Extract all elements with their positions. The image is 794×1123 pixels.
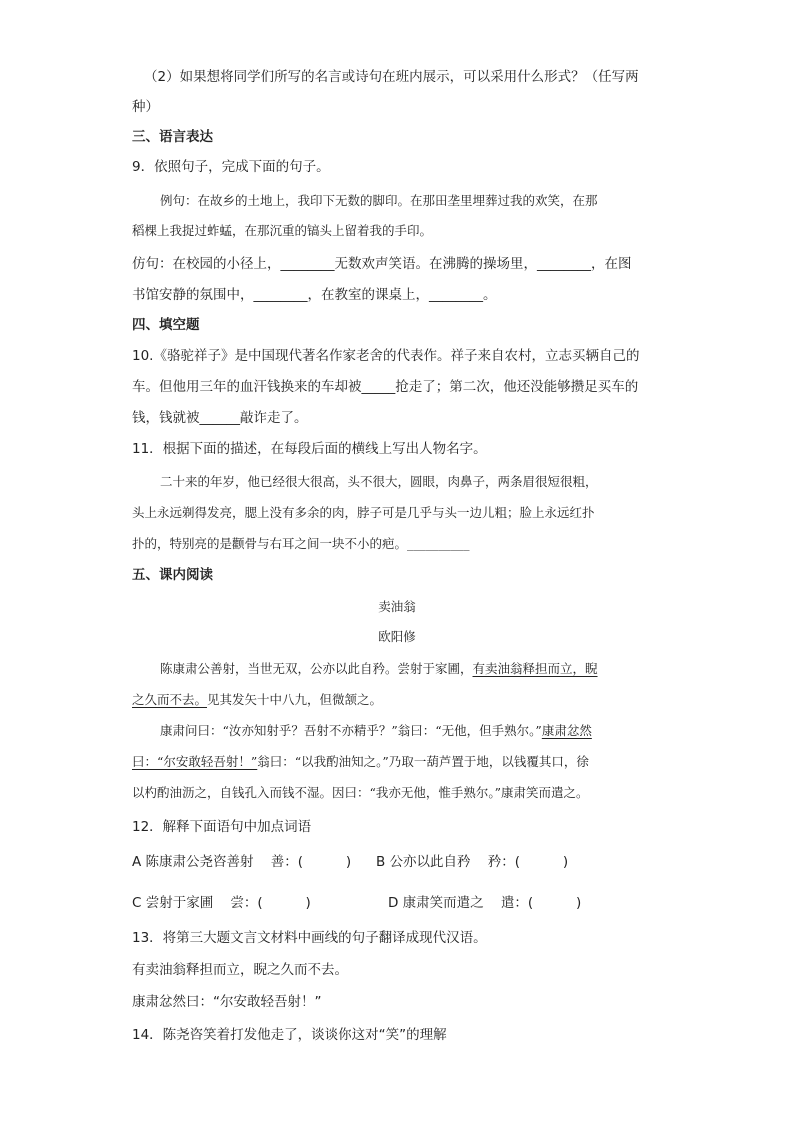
passage-title: 卖油翁 <box>378 599 416 614</box>
q11-passage-line1: 二十来的年岁，他已经很大很高，头不很大，圆眼，肉鼻子，两条眉很短很粗， <box>160 474 598 489</box>
q12-option-d: D 康肃笑而遣之 遣：( ) <box>388 895 582 911</box>
q8-2-line2: 种） <box>132 99 159 115</box>
q11-stem: 11．根据下面的描述，在每段后面的横线上写出人物名字。 <box>132 441 487 457</box>
q9-imitate-line1: 仿句：在校园的小径上，________无数欢声笑语。在沸腾的操场里，________，在图 <box>132 256 632 272</box>
q13-sentence2: 康肃忿然曰：“尔安敢轻吾射！” <box>132 994 322 1010</box>
passage-line4 <box>132 753 589 771</box>
passage-line5: 以杓酌油沥之，自钱孔入而钱不湿。因曰：“我亦无他，惟手熟尔。”康肃笑而遣之。 <box>132 785 589 800</box>
q14-stem: 14．陈尧咨笑着打发他走了，谈谈你这对“笑”的理解 <box>132 1027 447 1043</box>
q10-line2: 车。但他用三年的血汗钱换来的车却被_____抢走了；第二次，他还没能够攒足买车的 <box>132 379 639 395</box>
section-5-title: 五、课内阅读 <box>132 567 213 583</box>
underlined-sentence-2a: 康肃忿然 <box>541 723 592 738</box>
q9-imitate-line2: 书馆安静的氛围中，________，在教室的课桌上，________。 <box>132 287 497 303</box>
q10-line1: 10.《骆驼祥子》是中国现代著名作家老舍的代表作。祥子来自农村，立志买辆自己的 <box>132 348 640 364</box>
passage-line2-text: 见其发矢十中八九，但微颔之。 <box>207 692 383 707</box>
passage-line3 <box>160 722 592 740</box>
section-4-title: 四、填空题 <box>132 317 200 333</box>
q12-option-c: C 尝射于家圃 尝：( ) <box>132 895 311 911</box>
q13-sentence1: 有卖油翁释担而立，睨之久而不去。 <box>132 962 348 978</box>
passage-line1-text: 陈康肃公善射，当世无双，公亦以此自矜。尝射于家圃， <box>160 661 473 676</box>
section-3-title: 三、语言表达 <box>132 129 213 145</box>
passage-line4-text: 翁曰：“以我酌油知之。”乃取一葫芦置于地，以钱覆其口，徐 <box>257 754 589 769</box>
passage-line3-text: 康肃问曰：“汝亦知射乎？吾射不亦精乎？”翁曰：“无他，但手熟尔。” <box>160 723 542 738</box>
underlined-sentence-2b: 曰：“尔安敢轻吾射！” <box>132 754 258 769</box>
q10-line3: 钱，钱就被______敲诈走了。 <box>132 410 308 426</box>
q8-2-line1: （2）如果想将同学们所写的名言或诗句在班内展示，可以采用什么形式？（任写两 <box>144 69 639 85</box>
q11-passage-line3: 扑的，特别亮的是颧骨与右耳之间一块不小的疤。__________ <box>132 536 470 551</box>
passage-line1 <box>160 660 598 678</box>
passage-line2 <box>132 691 382 709</box>
q12-stem: 12．解释下面语句中加点词语 <box>132 819 312 835</box>
q11-passage-line2: 头上永远剃得发亮，腮上没有多余的肉，脖子可是几乎与头一边儿粗；脸上永远红扑 <box>132 505 595 520</box>
passage-author: 欧阳修 <box>378 629 416 644</box>
q9-example-line2: 稻棵上我捉过蚱蜢，在那沉重的镐头上留着我的手印。 <box>132 223 433 238</box>
q12-option-b: B 公亦以此自矜 矜：( ) <box>376 854 569 870</box>
q13-stem: 13．将第三大题文言文材料中画线的句子翻译成现代汉语。 <box>132 930 487 946</box>
underlined-sentence-1a: 有卖油翁释担而立，睨 <box>472 661 598 676</box>
q9-example-line1: 例句：在故乡的土地上，我印下无数的脚印。在那田垄里埋葬过我的欢笑，在那 <box>160 193 598 208</box>
q12-option-a: A 陈康肃公尧咨善射 善：( ) <box>132 854 352 870</box>
q9-stem: 9．依照句子，完成下面的句子。 <box>132 159 330 175</box>
underlined-sentence-1b: 之久而不去。 <box>132 692 208 707</box>
